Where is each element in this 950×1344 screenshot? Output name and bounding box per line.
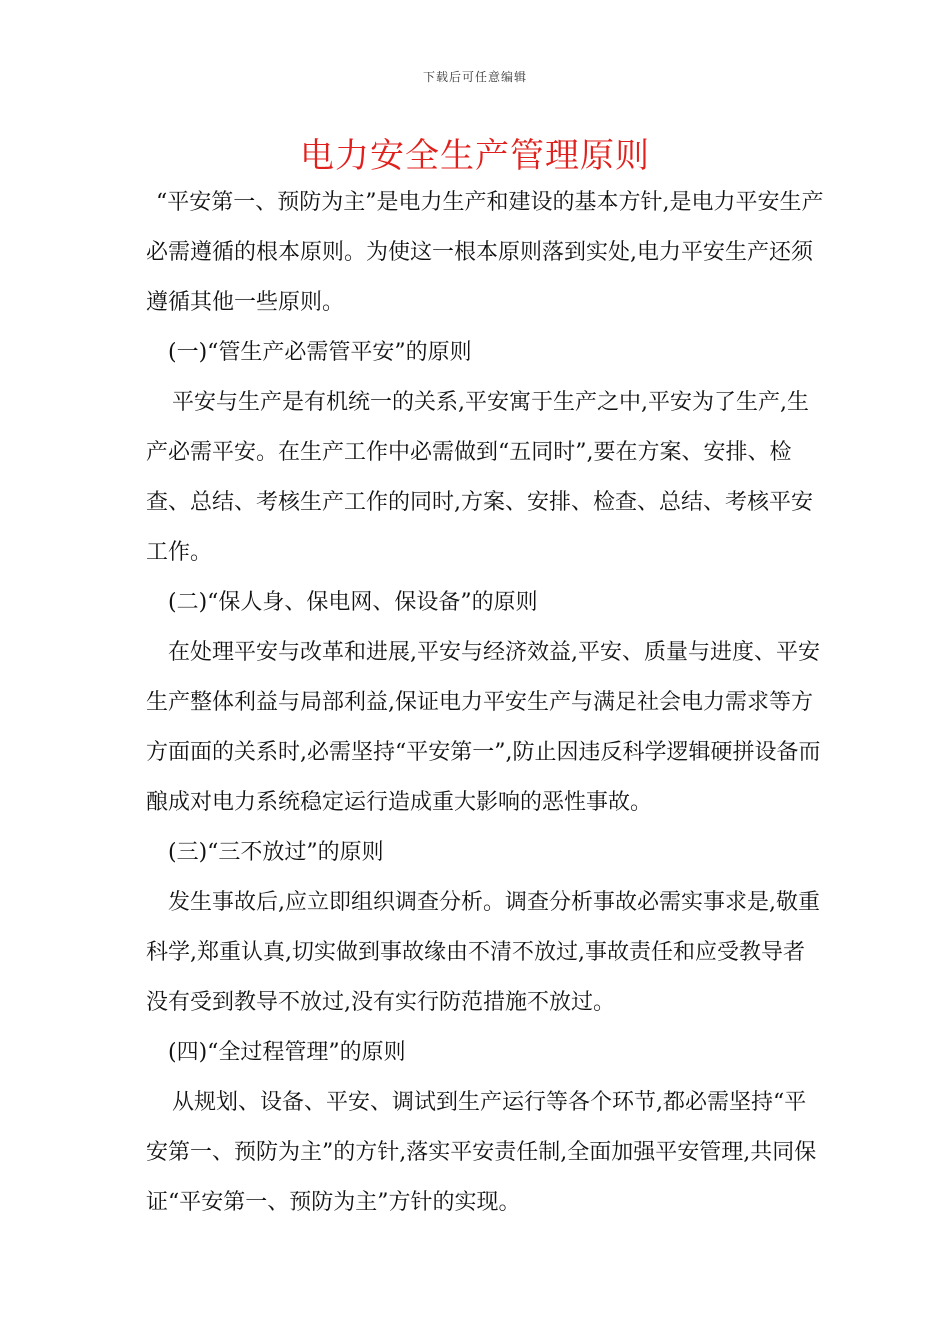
section-body-2: 在处理平安与改革和进展,平安与经济效益,平安、质量与进度、平安生产整体利益与局部利益,保证电力平安生产与满足社会电力需求等方方面面的关系时,必需坚持“平安第一”,防止因违反科学逻辑硬拼设备而酿成对电力系统稳定运行造成重大影响的恶性事故。 [146,640,821,815]
section-heading-2: (二)“保人身、保电网、保设备”的原则 [168,590,538,615]
section-heading-3: (三)“三不放过”的原则 [168,840,384,865]
section-body-3: 发生事故后,应立即组织调查分析。调查分析事故必需实事求是,敬重科学,郑重认真,切实做到事故缘由不清不放过,事故责任和应受教导者没有受到教导不放过,没有实行防范措施不放过。 [146,890,820,1015]
document-body [146,178,826,1228]
section-body-1: 平安与生产是有机统一的关系,平安寓于生产之中,平安为了生产,生产必需平安。在生产工作中必需做到“五同时”,要在方案、安排、检查、总结、考核生产工作的同时,方案、安排、检查、总结、考核平安工作。 [146,390,813,565]
section-body-4: 从规划、设备、平安、调试到生产运行等各个环节,都必需坚持“平安第一、预防为主”的方针,落实平安责任制,全面加强平安管理,共同保证“平安第一、预防为主”方针的实现。 [146,1090,817,1215]
section-heading-1: (一)“管生产必需管平安”的原则 [168,340,472,365]
section-heading-4: (四)“全过程管理”的原则 [168,1040,406,1065]
document-title: 电力安全生产管理原则 [300,136,650,176]
intro-paragraph: “平安第一、预防为主”是电力生产和建设的基本方针,是电力平安生产必需遵循的根本原则。为使这一根本原则落到实处,电力平安生产还须遵循其他一些原则。 [146,190,824,315]
header-note: 下载后可任意编辑 [422,70,527,84]
